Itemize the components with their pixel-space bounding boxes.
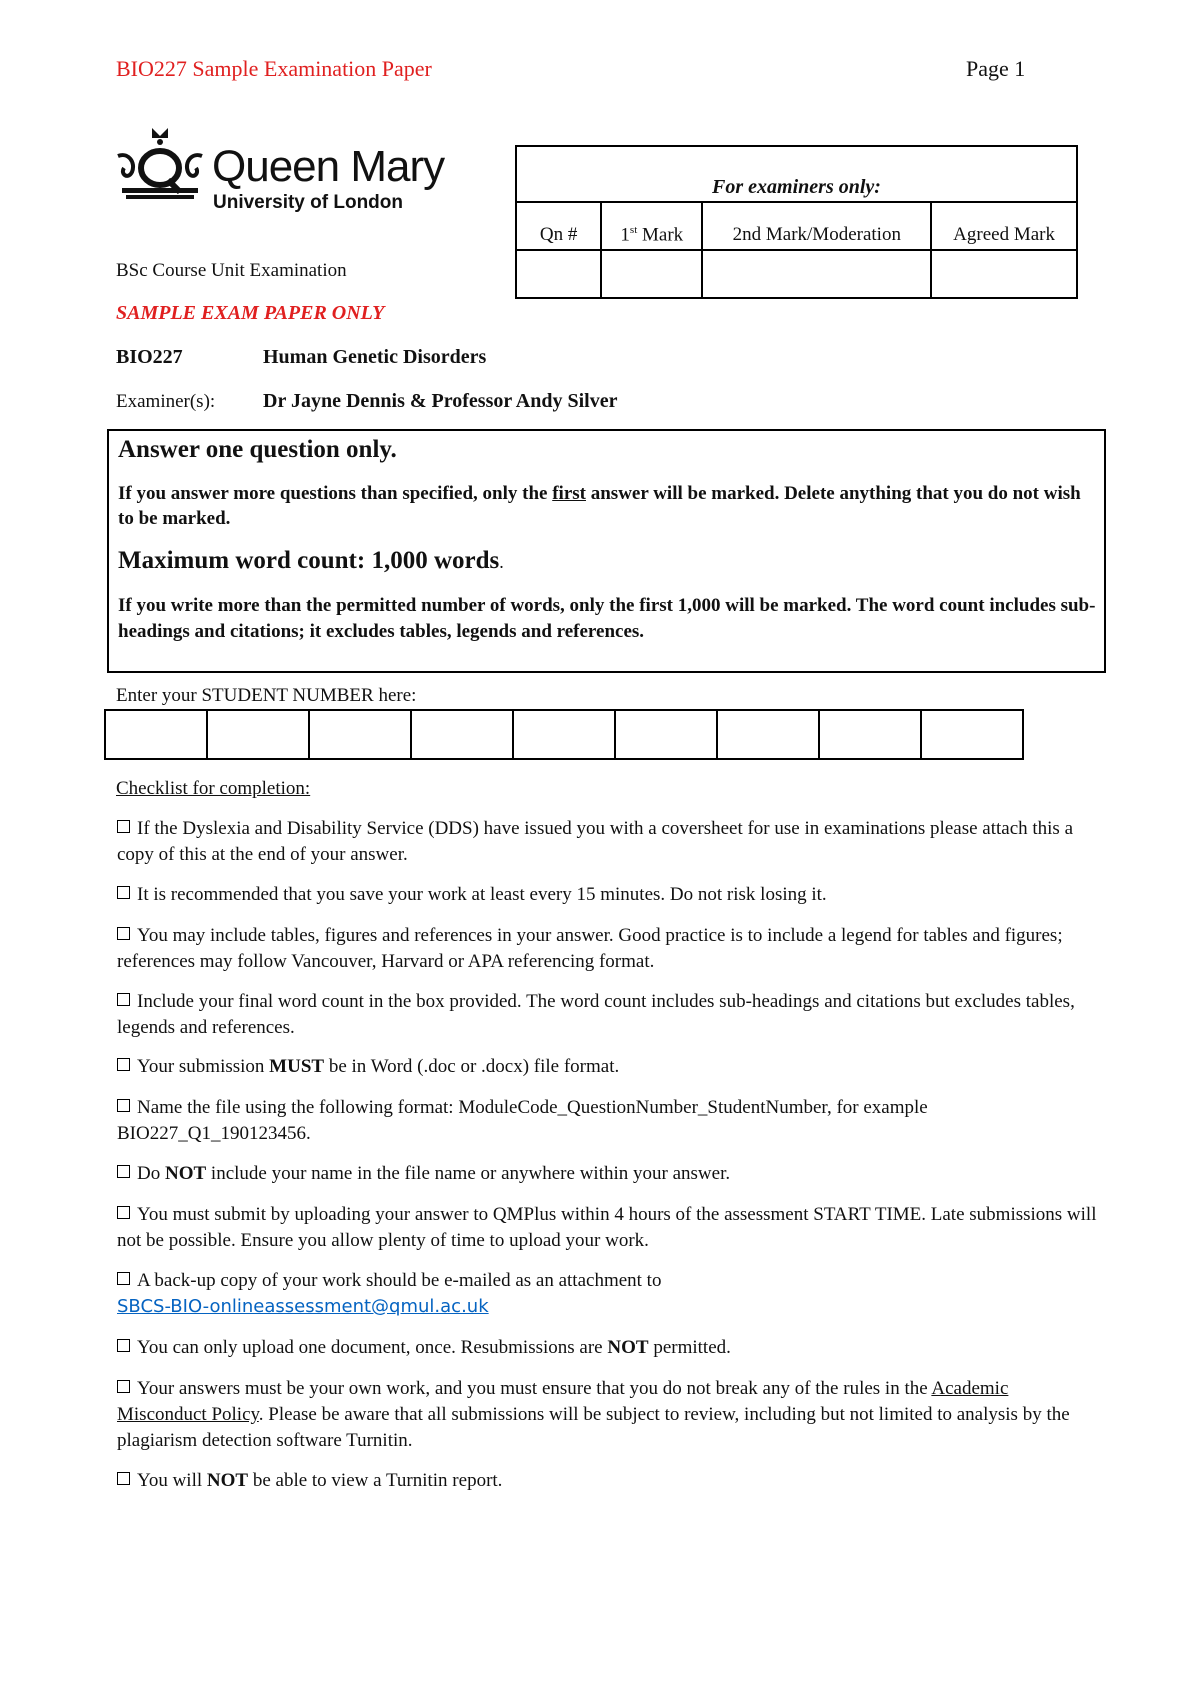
agreed-mark-cell[interactable]	[931, 250, 1077, 298]
instruction-heading-one: Answer one question only.	[118, 436, 397, 463]
second-mark-cell[interactable]	[702, 250, 931, 298]
checklist-item-tables: You may include tables, figures and references in your answer. Good practice is to include a legend for tables and figures; references may follow Vancouver, Harvard or APA referencing format.	[117, 925, 1063, 972]
checkbox-icon[interactable]	[117, 1058, 130, 1071]
checklist-item-turnitin: You will NOT be able to view a Turnitin report.	[117, 1468, 1102, 1494]
examiners-table	[515, 145, 1078, 299]
instruction-text-one: If you answer more questions than specified, only the first answer will be marked. Delete anything that you do not wish to be marked.	[118, 483, 1081, 529]
student-number-digit[interactable]	[411, 710, 513, 759]
exam-type: BSc Course Unit Examination	[116, 260, 347, 281]
checkbox-icon[interactable]	[117, 820, 130, 833]
checklist-item-upload: You must submit by uploading your answer to QMPlus within 4 hours of the assessment START TIME. Late submissions will not be possible. Ensure you allow plenty of time to upload your work.	[117, 1204, 1097, 1251]
logo-subtitle: University of London	[213, 192, 403, 213]
qn-cell[interactable]	[516, 250, 601, 298]
misconduct-policy-link[interactable]: Academic Misconduct Policy	[117, 1378, 1009, 1425]
student-number-digit[interactable]	[717, 710, 819, 759]
first-mark-cell[interactable]	[601, 250, 702, 298]
module-title: Human Genetic Disorders	[263, 346, 487, 368]
checkbox-icon[interactable]	[117, 1380, 130, 1393]
col-agreed-mark: Agreed Mark	[931, 202, 1077, 250]
checklist-item-word-count: Include your final word count in the box provided. The word count includes sub-headings and citations but excludes tables, legends and references.	[117, 991, 1075, 1038]
student-number-digit[interactable]	[309, 710, 411, 759]
instruction-heading-two: Maximum word count: 1,000 words.	[118, 547, 504, 574]
email-link[interactable]: SBCS-BIO-onlineassessment@qmul.ac.uk	[117, 1296, 489, 1317]
student-number-digit[interactable]	[615, 710, 717, 759]
col-second-mark: 2nd Mark/Moderation	[702, 202, 931, 250]
student-number-digit[interactable]	[819, 710, 921, 759]
checklist-item-format: Your submission MUST be in Word (.doc or .docx) file format.	[117, 1054, 1102, 1080]
crown-q-icon	[116, 128, 204, 200]
examiners-label: Examiner(s):	[116, 391, 216, 412]
checklist-item-no-name: Do NOT include your name in the file name or anywhere within your answer.	[117, 1161, 1102, 1187]
module-code: BIO227	[116, 346, 183, 368]
checklist-item-backup: A back-up copy of your work should be e-mailed as an attachment to SBCS-BIO-onlineassessment@qmul.ac.uk	[117, 1270, 662, 1317]
checklist-item-save: It is recommended that you save your work at least every 15 minutes. Do not risk losing it.	[117, 882, 1102, 908]
student-number-digit[interactable]	[513, 710, 615, 759]
checkbox-icon[interactable]	[117, 1206, 130, 1219]
student-number-digit[interactable]	[207, 710, 309, 759]
logo-name: Queen Mary	[212, 142, 445, 191]
examiner-names: Dr Jayne Dennis & Professor Andy Silver	[263, 390, 618, 412]
qmul-logo	[116, 128, 456, 218]
page-number: Page 1	[966, 56, 1026, 81]
checkbox-icon[interactable]	[117, 886, 130, 899]
examiners-title: For examiners only:	[516, 146, 1077, 202]
checkbox-icon[interactable]	[117, 1472, 130, 1485]
header-title: BIO227 Sample Examination Paper	[116, 56, 432, 81]
checklist-item-one-document: You can only upload one document, once. Resubmissions are NOT permitted.	[117, 1335, 1102, 1361]
checklist-item-own-work: Your answers must be your own work, and you must ensure that you do not break any of the rules in the Academic Misconduct Policy. Please be aware that all submissions will be subject to review, including but not limited to analysis by the plagiarism detection software Turnitin.	[117, 1378, 1070, 1451]
instruction-text-two: If you write more than the permitted number of words, only the first 1,000 will be marked. The word count includes sub-headings and citations; it excludes tables, legends and references.	[118, 595, 1096, 642]
checklist-item-filename: Name the file using the following format: ModuleCode_QuestionNumber_StudentNumber, for example BIO227_Q1_190123456.	[117, 1097, 928, 1144]
col-question-number: Qn #	[516, 202, 601, 250]
student-number-digit[interactable]	[921, 710, 1023, 759]
checkbox-icon[interactable]	[117, 993, 130, 1006]
checkbox-icon[interactable]	[117, 1099, 130, 1112]
instructions-box	[107, 429, 1106, 673]
sample-note: SAMPLE EXAM PAPER ONLY	[116, 302, 385, 324]
student-number-label: Enter your STUDENT NUMBER here:	[116, 685, 417, 706]
student-number-digit[interactable]	[105, 710, 207, 759]
checkbox-icon[interactable]	[117, 1165, 130, 1178]
checkbox-icon[interactable]	[117, 1272, 130, 1285]
checklist-item-dds: If the Dyslexia and Disability Service (DDS) have issued you with a coversheet for use in examinations please attach this a copy of this at the end of your answer.	[117, 818, 1074, 865]
checklist-title: Checklist for completion:	[116, 778, 311, 799]
col-first-mark: 1st Mark	[601, 202, 702, 250]
student-number-grid	[104, 709, 1024, 760]
checkbox-icon[interactable]	[117, 927, 130, 940]
checkbox-icon[interactable]	[117, 1339, 130, 1352]
